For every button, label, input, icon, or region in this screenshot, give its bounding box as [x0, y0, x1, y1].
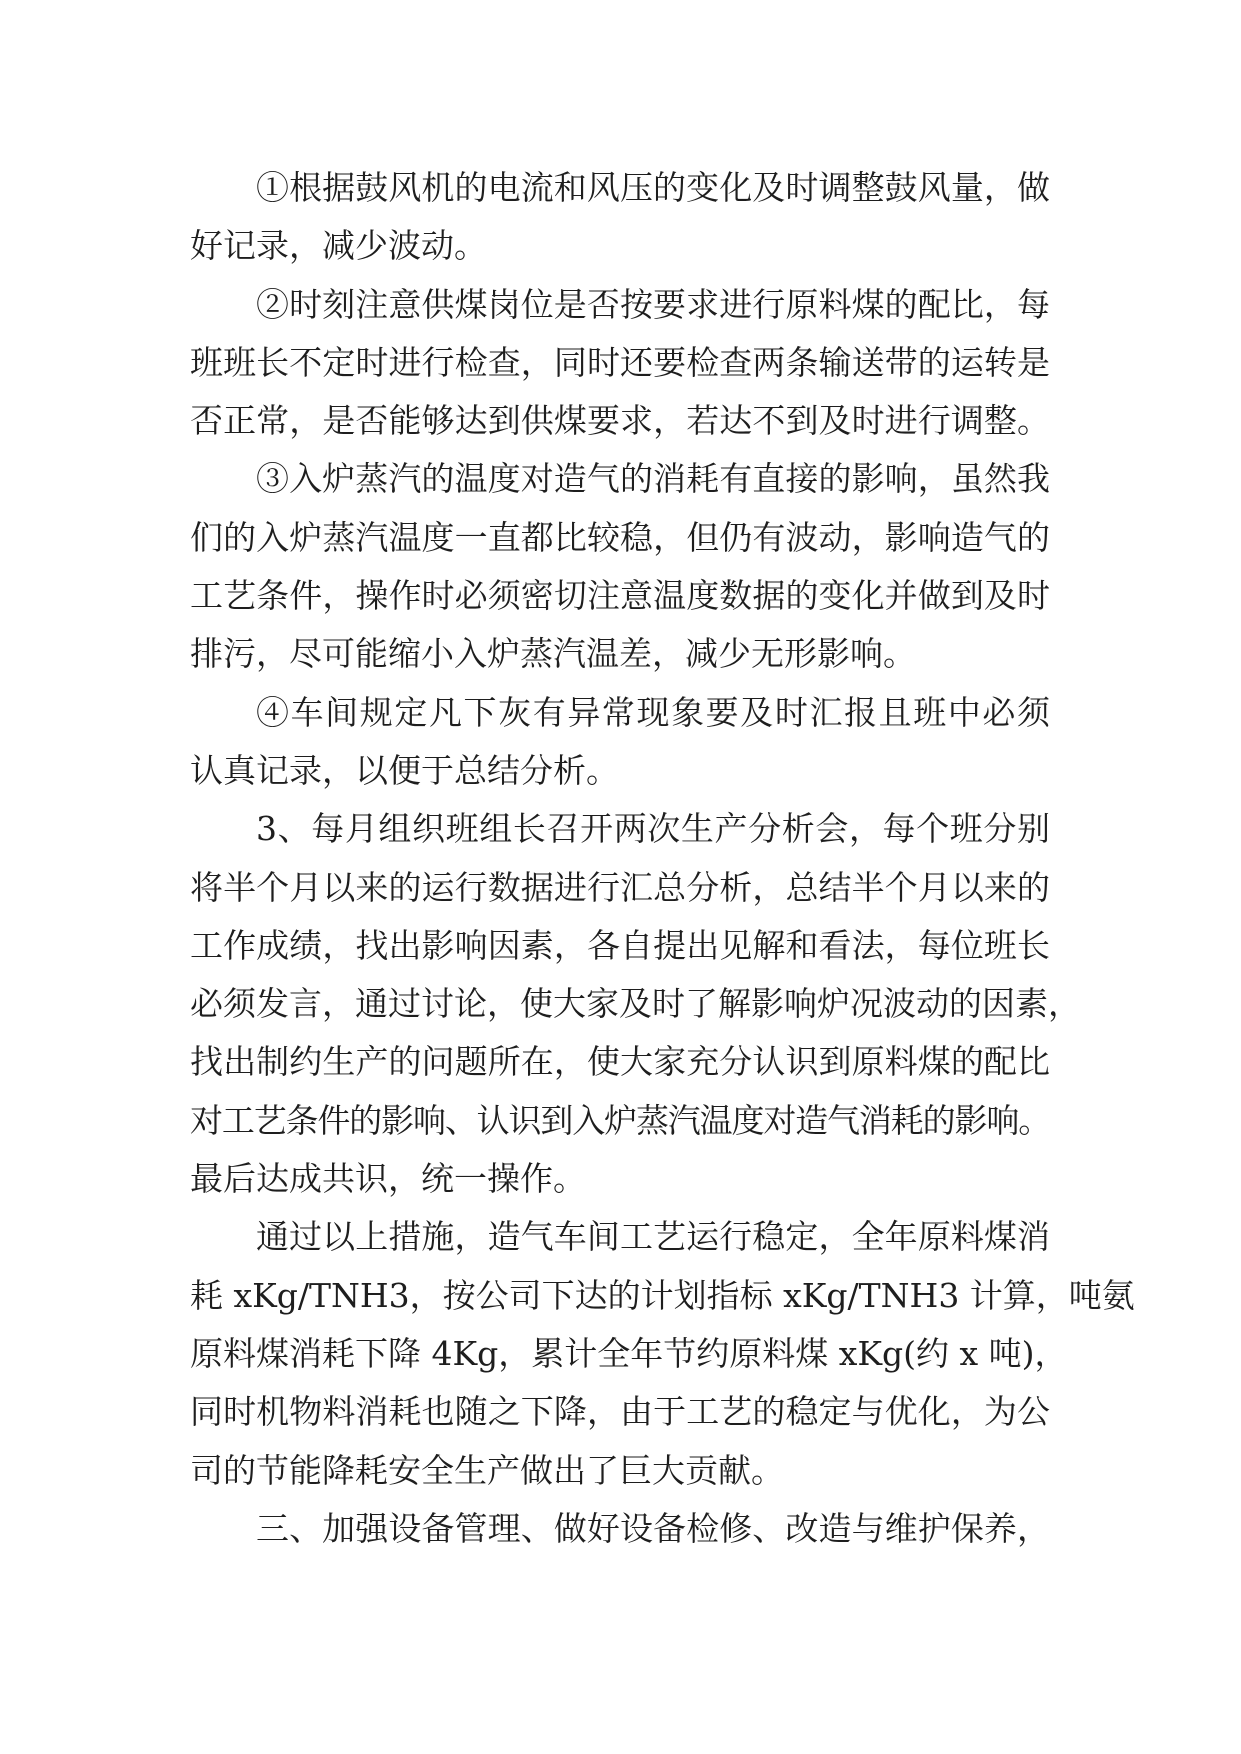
- text-line: 原料煤消耗下降 4Kg，累计全年节约原料煤 xKg(约 x 吨)，: [190, 1333, 1068, 1373]
- text-line: ④车间规定凡下灰有异常现象要及时汇报且班中必须: [256, 692, 1050, 732]
- text-line: 班班长不定时进行检查，同时还要检查两条输送带的运转是: [190, 342, 1050, 382]
- text-line: 必须发言，通过讨论，使大家及时了解影响炉况波动的因素，: [190, 984, 1081, 1024]
- text-line: 最后达成共识，统一操作。: [190, 1159, 586, 1199]
- paragraph-results-summary: [190, 1208, 1135, 1499]
- paragraph-steam-temperature: [190, 450, 1050, 683]
- section-heading-equipment-management: [190, 1500, 1050, 1558]
- text-line: 工艺条件，操作时必须密切注意温度数据的变化并做到及时: [190, 576, 1050, 616]
- paragraph-coal-ratio: [190, 276, 1050, 451]
- text-line: ①根据鼓风机的电流和风压的变化及时调整鼓风量，做: [256, 168, 1050, 207]
- paragraph-production-meeting: [190, 800, 1081, 1208]
- text-line: 同时机物料消耗也随之下降，由于工艺的稳定与优化，为公: [190, 1392, 1050, 1432]
- text-line: 司的节能降耗安全生产做出了巨大贡献。: [190, 1450, 784, 1490]
- text-line: 认真记录，以便于总结分析。: [190, 750, 619, 790]
- text-line: 好记录，减少波动。: [190, 226, 487, 266]
- body-text: [190, 159, 1135, 1558]
- text-line: 将半个月以来的运行数据进行汇总分析，总结半个月以来的: [190, 867, 1050, 907]
- text-line: 们的入炉蒸汽温度一直都比较稳，但仍有波动，影响造气的: [190, 517, 1050, 557]
- text-line: 三、加强设备管理、做好设备检修、改造与维护保养，: [256, 1508, 1050, 1548]
- text-line: 耗 xKg/TNH3，按公司下达的计划指标 xKg/TNH3 计算，吨氨: [190, 1275, 1135, 1315]
- text-line: 工作成绩，找出影响因素，各自提出见解和看法，每位班长: [190, 925, 1050, 965]
- text-line: ③入炉蒸汽的温度对造气的消耗有直接的影响，虽然我: [256, 459, 1050, 499]
- text-line: 对工艺条件的影响、认识到入炉蒸汽温度对造气消耗的影响。: [190, 1100, 1050, 1140]
- paragraph-ash-reporting: [190, 684, 1050, 801]
- text-line: 排污，尽可能缩小入炉蒸汽温差，减少无形影响。: [190, 634, 916, 674]
- text-line: 否正常，是否能够达到供煤要求，若达不到及时进行调整。: [190, 401, 1050, 441]
- text-line: 找出制约生产的问题所在，使大家充分认识到原料煤的配比: [190, 1042, 1050, 1082]
- text-line: 通过以上措施，造气车间工艺运行稳定，全年原料煤消: [256, 1217, 1050, 1257]
- text-line: ②时刻注意供煤岗位是否按要求进行原料煤的配比，每: [256, 284, 1050, 324]
- text-line: 3、每月组织班组长召开两次生产分析会，每个班分别: [256, 809, 1050, 849]
- paragraph-blower-adjustment: [190, 159, 1050, 276]
